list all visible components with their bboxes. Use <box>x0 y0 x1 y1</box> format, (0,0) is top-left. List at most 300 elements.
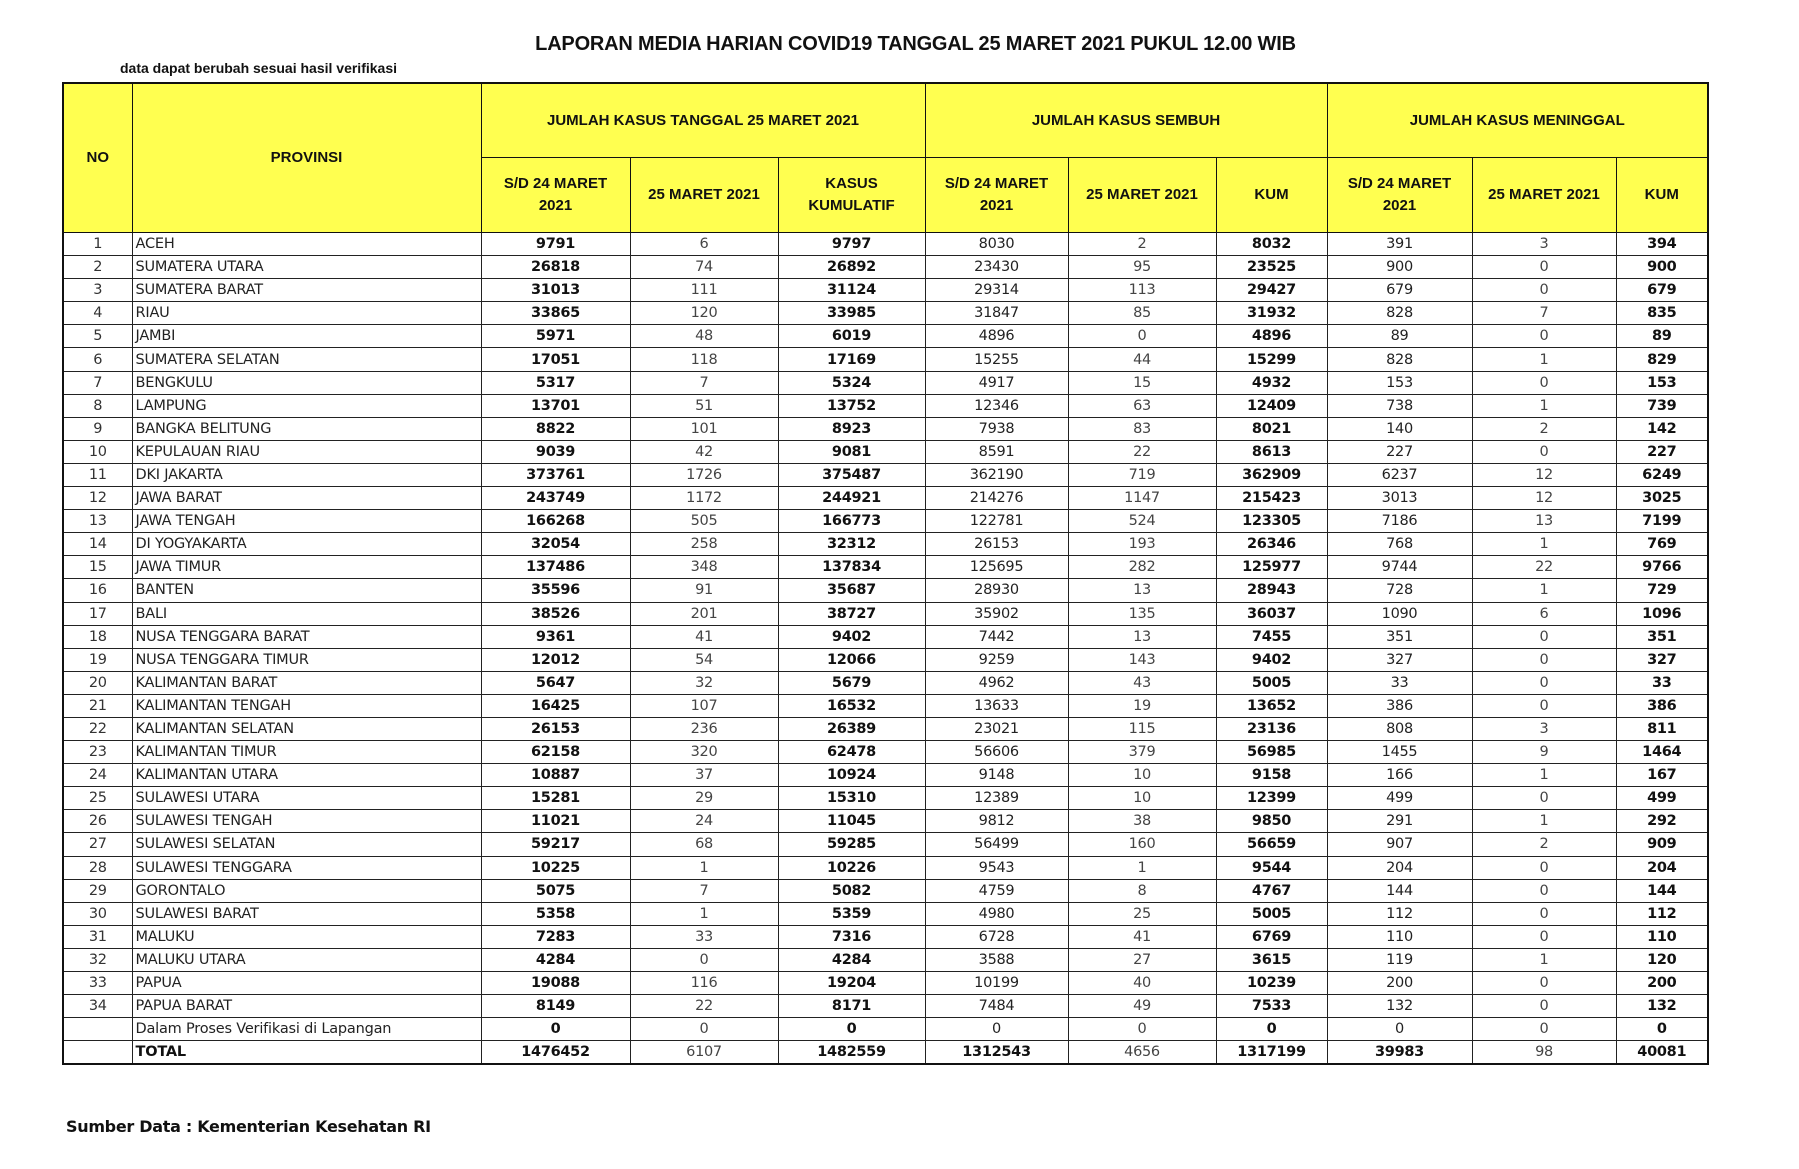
cell-provinsi: JAWA TENGAH <box>132 510 481 533</box>
cell-meninggal-today: 98 <box>1472 1041 1616 1065</box>
cell-provinsi: SUMATERA BARAT <box>132 279 481 302</box>
cell-kasus-sd: 13701 <box>481 394 630 417</box>
cell-meninggal-today: 0 <box>1472 371 1616 394</box>
cell-kasus-sd: 5647 <box>481 671 630 694</box>
cell-meninggal-kum: 0 <box>1616 1018 1708 1041</box>
cell-kasus-kum: 244921 <box>778 487 925 510</box>
cell-sembuh-sd: 125695 <box>925 556 1068 579</box>
cell-sembuh-sd: 15255 <box>925 348 1068 371</box>
table-row <box>63 856 1708 879</box>
cell-sembuh-kum: 26346 <box>1216 533 1327 556</box>
cell-no: 28 <box>63 856 132 879</box>
cell-no: 1 <box>63 233 132 256</box>
cell-provinsi: KALIMANTAN TENGAH <box>132 694 481 717</box>
table-row <box>63 648 1708 671</box>
cell-meninggal-sd: 828 <box>1327 302 1472 325</box>
cell-kasus-today: 258 <box>630 533 778 556</box>
header-group-kasus: JUMLAH KASUS TANGGAL 25 MARET 2021 <box>481 83 925 158</box>
cell-provinsi: ACEH <box>132 233 481 256</box>
cell-meninggal-today: 0 <box>1472 440 1616 463</box>
cell-sembuh-sd: 214276 <box>925 487 1068 510</box>
cell-kasus-kum: 8171 <box>778 995 925 1018</box>
cell-kasus-today: 41 <box>630 625 778 648</box>
cell-meninggal-today: 1 <box>1472 764 1616 787</box>
cell-no: 9 <box>63 417 132 440</box>
cell-meninggal-kum: 829 <box>1616 348 1708 371</box>
cell-meninggal-today: 1 <box>1472 579 1616 602</box>
cell-no: 7 <box>63 371 132 394</box>
cell-sembuh-today: 44 <box>1068 348 1216 371</box>
table-row <box>63 602 1708 625</box>
cell-no: 21 <box>63 694 132 717</box>
cell-meninggal-kum: 33 <box>1616 671 1708 694</box>
cell-provinsi: RIAU <box>132 302 481 325</box>
cell-sembuh-today: 83 <box>1068 417 1216 440</box>
cell-meninggal-today: 6 <box>1472 602 1616 625</box>
table-row <box>63 417 1708 440</box>
cell-no: 10 <box>63 440 132 463</box>
cell-kasus-sd: 8149 <box>481 995 630 1018</box>
cell-no: 29 <box>63 879 132 902</box>
cell-meninggal-today: 0 <box>1472 995 1616 1018</box>
cell-provinsi: JAWA TIMUR <box>132 556 481 579</box>
cell-sembuh-sd: 4896 <box>925 325 1068 348</box>
cell-kasus-sd: 12012 <box>481 648 630 671</box>
header-meninggal-sd: S/D 24 MARET 2021 <box>1327 158 1472 233</box>
cell-provinsi: KALIMANTAN UTARA <box>132 764 481 787</box>
cell-sembuh-today: 43 <box>1068 671 1216 694</box>
cell-kasus-today: 118 <box>630 348 778 371</box>
cell-provinsi: Dalam Proses Verifikasi di Lapangan <box>132 1018 481 1041</box>
cell-sembuh-kum: 6769 <box>1216 925 1327 948</box>
cell-kasus-kum: 5082 <box>778 879 925 902</box>
cell-sembuh-today: 25 <box>1068 902 1216 925</box>
cell-kasus-today: 22 <box>630 995 778 1018</box>
cell-kasus-today: 7 <box>630 371 778 394</box>
cell-kasus-kum: 35687 <box>778 579 925 602</box>
cell-meninggal-sd: 808 <box>1327 717 1472 740</box>
cell-kasus-sd: 26818 <box>481 256 630 279</box>
cell-sembuh-kum: 1317199 <box>1216 1041 1327 1065</box>
cell-sembuh-sd: 122781 <box>925 510 1068 533</box>
cell-no: 20 <box>63 671 132 694</box>
cell-kasus-today: 6107 <box>630 1041 778 1065</box>
cell-sembuh-kum: 8613 <box>1216 440 1327 463</box>
cell-meninggal-today: 1 <box>1472 394 1616 417</box>
table-row <box>63 741 1708 764</box>
header-group-sembuh: JUMLAH KASUS SEMBUH <box>925 83 1327 158</box>
cell-kasus-today: 111 <box>630 279 778 302</box>
cell-provinsi: MALUKU UTARA <box>132 948 481 971</box>
cell-no: 23 <box>63 741 132 764</box>
cell-kasus-sd: 5075 <box>481 879 630 902</box>
cell-kasus-sd: 137486 <box>481 556 630 579</box>
cell-meninggal-kum: 909 <box>1616 833 1708 856</box>
header-meninggal-today: 25 MARET 2021 <box>1472 158 1616 233</box>
cell-meninggal-kum: 110 <box>1616 925 1708 948</box>
cell-sembuh-kum: 56985 <box>1216 741 1327 764</box>
table-row <box>63 972 1708 995</box>
cell-kasus-kum: 10924 <box>778 764 925 787</box>
cell-sembuh-today: 135 <box>1068 602 1216 625</box>
cell-sembuh-sd: 4917 <box>925 371 1068 394</box>
cell-kasus-today: 42 <box>630 440 778 463</box>
cell-meninggal-today: 0 <box>1472 1018 1616 1041</box>
cell-provinsi: MALUKU <box>132 925 481 948</box>
cell-sembuh-sd: 7938 <box>925 417 1068 440</box>
cell-kasus-kum: 6019 <box>778 325 925 348</box>
cell-sembuh-today: 95 <box>1068 256 1216 279</box>
cell-sembuh-kum: 8032 <box>1216 233 1327 256</box>
cell-provinsi: KALIMANTAN SELATAN <box>132 717 481 740</box>
cell-kasus-kum: 59285 <box>778 833 925 856</box>
cell-meninggal-sd: 132 <box>1327 995 1472 1018</box>
cell-kasus-today: 236 <box>630 717 778 740</box>
cell-provinsi: DKI JAKARTA <box>132 463 481 486</box>
cell-sembuh-kum: 4767 <box>1216 879 1327 902</box>
table-row <box>63 256 1708 279</box>
cell-meninggal-sd: 39983 <box>1327 1041 1472 1065</box>
cell-sembuh-kum: 0 <box>1216 1018 1327 1041</box>
cell-kasus-today: 74 <box>630 256 778 279</box>
cell-meninggal-today: 0 <box>1472 648 1616 671</box>
cell-meninggal-sd: 144 <box>1327 879 1472 902</box>
cell-kasus-kum: 13752 <box>778 394 925 417</box>
cell-sembuh-today: 719 <box>1068 463 1216 486</box>
cell-kasus-sd: 373761 <box>481 463 630 486</box>
cell-sembuh-today: 8 <box>1068 879 1216 902</box>
cell-kasus-kum: 16532 <box>778 694 925 717</box>
cell-no: 27 <box>63 833 132 856</box>
cell-kasus-today: 29 <box>630 787 778 810</box>
cell-provinsi: TOTAL <box>132 1041 481 1065</box>
cell-meninggal-sd: 386 <box>1327 694 1472 717</box>
cell-no <box>63 1041 132 1065</box>
cell-meninggal-kum: 292 <box>1616 810 1708 833</box>
cell-sembuh-kum: 7455 <box>1216 625 1327 648</box>
cell-sembuh-kum: 56659 <box>1216 833 1327 856</box>
cell-kasus-today: 6 <box>630 233 778 256</box>
cell-meninggal-sd: 89 <box>1327 325 1472 348</box>
cell-kasus-kum: 9797 <box>778 233 925 256</box>
cell-provinsi: PAPUA BARAT <box>132 995 481 1018</box>
cell-sembuh-today: 10 <box>1068 787 1216 810</box>
cell-sembuh-kum: 8021 <box>1216 417 1327 440</box>
cell-kasus-today: 48 <box>630 325 778 348</box>
cell-no: 12 <box>63 487 132 510</box>
cell-kasus-today: 33 <box>630 925 778 948</box>
cell-provinsi: BENGKULU <box>132 371 481 394</box>
cell-kasus-sd: 17051 <box>481 348 630 371</box>
cell-no: 14 <box>63 533 132 556</box>
cell-meninggal-kum: 132 <box>1616 995 1708 1018</box>
cell-meninggal-today: 0 <box>1472 856 1616 879</box>
cell-sembuh-kum: 4896 <box>1216 325 1327 348</box>
cell-kasus-sd: 0 <box>481 1018 630 1041</box>
table-row <box>63 810 1708 833</box>
header-kasus-today: 25 MARET 2021 <box>630 158 778 233</box>
cell-no: 11 <box>63 463 132 486</box>
cell-kasus-sd: 10225 <box>481 856 630 879</box>
cell-provinsi: GORONTALO <box>132 879 481 902</box>
cell-meninggal-kum: 729 <box>1616 579 1708 602</box>
cell-meninggal-sd: 9744 <box>1327 556 1472 579</box>
cell-kasus-sd: 1476452 <box>481 1041 630 1065</box>
cell-sembuh-today: 49 <box>1068 995 1216 1018</box>
cell-meninggal-today: 0 <box>1472 671 1616 694</box>
cell-sembuh-sd: 35902 <box>925 602 1068 625</box>
cell-kasus-sd: 5971 <box>481 325 630 348</box>
header-meninggal-kum: KUM <box>1616 158 1708 233</box>
cell-sembuh-today: 27 <box>1068 948 1216 971</box>
cell-sembuh-sd: 8030 <box>925 233 1068 256</box>
cell-kasus-sd: 4284 <box>481 948 630 971</box>
covid-report-table <box>62 82 1709 1065</box>
cell-meninggal-today: 0 <box>1472 279 1616 302</box>
cell-sembuh-sd: 9812 <box>925 810 1068 833</box>
cell-meninggal-sd: 110 <box>1327 925 1472 948</box>
cell-kasus-kum: 9081 <box>778 440 925 463</box>
cell-sembuh-sd: 6728 <box>925 925 1068 948</box>
cell-kasus-today: 68 <box>630 833 778 856</box>
cell-sembuh-kum: 5005 <box>1216 671 1327 694</box>
cell-kasus-kum: 32312 <box>778 533 925 556</box>
cell-kasus-kum: 10226 <box>778 856 925 879</box>
cell-sembuh-kum: 9158 <box>1216 764 1327 787</box>
cell-sembuh-kum: 23525 <box>1216 256 1327 279</box>
cell-meninggal-kum: 835 <box>1616 302 1708 325</box>
cell-meninggal-sd: 153 <box>1327 371 1472 394</box>
cell-kasus-today: 24 <box>630 810 778 833</box>
cell-meninggal-kum: 769 <box>1616 533 1708 556</box>
cell-kasus-today: 1726 <box>630 463 778 486</box>
cell-meninggal-sd: 7186 <box>1327 510 1472 533</box>
cell-meninggal-sd: 112 <box>1327 902 1472 925</box>
cell-provinsi: BANTEN <box>132 579 481 602</box>
cell-kasus-kum: 17169 <box>778 348 925 371</box>
cell-sembuh-kum: 13652 <box>1216 694 1327 717</box>
table-row <box>63 463 1708 486</box>
cell-meninggal-today: 12 <box>1472 487 1616 510</box>
cell-meninggal-kum: 7199 <box>1616 510 1708 533</box>
table-row <box>63 787 1708 810</box>
cell-sembuh-sd: 9148 <box>925 764 1068 787</box>
cell-sembuh-sd: 4980 <box>925 902 1068 925</box>
cell-sembuh-today: 0 <box>1068 325 1216 348</box>
table-row <box>63 948 1708 971</box>
cell-kasus-sd: 32054 <box>481 533 630 556</box>
cell-meninggal-kum: 200 <box>1616 972 1708 995</box>
cell-meninggal-kum: 144 <box>1616 879 1708 902</box>
cell-meninggal-kum: 739 <box>1616 394 1708 417</box>
table-row <box>63 717 1708 740</box>
cell-kasus-sd: 8822 <box>481 417 630 440</box>
cell-provinsi: SULAWESI SELATAN <box>132 833 481 856</box>
cell-sembuh-today: 2 <box>1068 233 1216 256</box>
cell-sembuh-kum: 4932 <box>1216 371 1327 394</box>
cell-no: 5 <box>63 325 132 348</box>
data-source: Sumber Data : Kementerian Kesehatan RI <box>66 1117 431 1136</box>
cell-kasus-today: 101 <box>630 417 778 440</box>
cell-no: 30 <box>63 902 132 925</box>
cell-no: 32 <box>63 948 132 971</box>
cell-provinsi: DI YOGYAKARTA <box>132 533 481 556</box>
table-row <box>63 510 1708 533</box>
cell-provinsi: LAMPUNG <box>132 394 481 417</box>
cell-sembuh-sd: 31847 <box>925 302 1068 325</box>
cell-meninggal-kum: 1096 <box>1616 602 1708 625</box>
cell-kasus-today: 348 <box>630 556 778 579</box>
cell-provinsi: NUSA TENGGARA TIMUR <box>132 648 481 671</box>
cell-no: 19 <box>63 648 132 671</box>
cell-sembuh-kum: 123305 <box>1216 510 1327 533</box>
cell-provinsi: KALIMANTAN TIMUR <box>132 741 481 764</box>
cell-meninggal-today: 9 <box>1472 741 1616 764</box>
cell-kasus-sd: 26153 <box>481 717 630 740</box>
cell-kasus-today: 0 <box>630 948 778 971</box>
cell-kasus-sd: 9361 <box>481 625 630 648</box>
table-row <box>63 533 1708 556</box>
cell-sembuh-sd: 12389 <box>925 787 1068 810</box>
cell-meninggal-kum: 153 <box>1616 371 1708 394</box>
table-row <box>63 371 1708 394</box>
cell-sembuh-sd: 9543 <box>925 856 1068 879</box>
table-row <box>63 764 1708 787</box>
cell-meninggal-sd: 728 <box>1327 579 1472 602</box>
table-row <box>63 487 1708 510</box>
header-sembuh-sd: S/D 24 MARET 2021 <box>925 158 1068 233</box>
cell-meninggal-today: 22 <box>1472 556 1616 579</box>
cell-sembuh-sd: 7442 <box>925 625 1068 648</box>
cell-sembuh-sd: 10199 <box>925 972 1068 995</box>
cell-kasus-kum: 62478 <box>778 741 925 764</box>
cell-sembuh-today: 10 <box>1068 764 1216 787</box>
cell-sembuh-kum: 31932 <box>1216 302 1327 325</box>
header-sembuh-today: 25 MARET 2021 <box>1068 158 1216 233</box>
cell-meninggal-sd: 166 <box>1327 764 1472 787</box>
cell-kasus-sd: 62158 <box>481 741 630 764</box>
table-row <box>63 833 1708 856</box>
table-row <box>63 394 1708 417</box>
table-row <box>63 579 1708 602</box>
cell-meninggal-today: 1 <box>1472 348 1616 371</box>
cell-kasus-sd: 59217 <box>481 833 630 856</box>
cell-kasus-today: 37 <box>630 764 778 787</box>
cell-meninggal-sd: 3013 <box>1327 487 1472 510</box>
cell-kasus-kum: 5359 <box>778 902 925 925</box>
table-row <box>63 694 1708 717</box>
cell-meninggal-today: 1 <box>1472 948 1616 971</box>
cell-sembuh-sd: 26153 <box>925 533 1068 556</box>
cell-kasus-sd: 243749 <box>481 487 630 510</box>
cell-kasus-sd: 33865 <box>481 302 630 325</box>
table-row <box>63 556 1708 579</box>
cell-sembuh-kum: 9850 <box>1216 810 1327 833</box>
cell-sembuh-today: 115 <box>1068 717 1216 740</box>
cell-kasus-today: 320 <box>630 741 778 764</box>
cell-meninggal-today: 12 <box>1472 463 1616 486</box>
cell-kasus-sd: 5358 <box>481 902 630 925</box>
cell-meninggal-kum: 204 <box>1616 856 1708 879</box>
cell-meninggal-today: 0 <box>1472 902 1616 925</box>
header-provinsi: PROVINSI <box>132 83 481 233</box>
cell-kasus-sd: 16425 <box>481 694 630 717</box>
cell-meninggal-kum: 394 <box>1616 233 1708 256</box>
table-row <box>63 348 1708 371</box>
cell-kasus-sd: 15281 <box>481 787 630 810</box>
cell-no: 6 <box>63 348 132 371</box>
cell-sembuh-today: 85 <box>1068 302 1216 325</box>
cell-sembuh-today: 524 <box>1068 510 1216 533</box>
cell-meninggal-sd: 227 <box>1327 440 1472 463</box>
cell-kasus-sd: 11021 <box>481 810 630 833</box>
cell-provinsi: KALIMANTAN BARAT <box>132 671 481 694</box>
cell-sembuh-today: 13 <box>1068 579 1216 602</box>
cell-kasus-kum: 166773 <box>778 510 925 533</box>
table-body <box>63 233 1708 1065</box>
cell-no: 16 <box>63 579 132 602</box>
cell-meninggal-kum: 167 <box>1616 764 1708 787</box>
cell-sembuh-sd: 23021 <box>925 717 1068 740</box>
cell-sembuh-kum: 12409 <box>1216 394 1327 417</box>
cell-meninggal-kum: 3025 <box>1616 487 1708 510</box>
cell-kasus-kum: 0 <box>778 1018 925 1041</box>
cell-provinsi: BALI <box>132 602 481 625</box>
cell-sembuh-today: 19 <box>1068 694 1216 717</box>
cell-meninggal-sd: 204 <box>1327 856 1472 879</box>
cell-meninggal-sd: 327 <box>1327 648 1472 671</box>
cell-meninggal-today: 13 <box>1472 510 1616 533</box>
cell-kasus-today: 54 <box>630 648 778 671</box>
cell-sembuh-kum: 5005 <box>1216 902 1327 925</box>
cell-kasus-today: 1172 <box>630 487 778 510</box>
cell-meninggal-kum: 9766 <box>1616 556 1708 579</box>
cell-meninggal-kum: 120 <box>1616 948 1708 971</box>
cell-kasus-kum: 12066 <box>778 648 925 671</box>
cell-sembuh-sd: 1312543 <box>925 1041 1068 1065</box>
table-row <box>63 325 1708 348</box>
cell-sembuh-kum: 12399 <box>1216 787 1327 810</box>
cell-no: 26 <box>63 810 132 833</box>
cell-meninggal-sd: 679 <box>1327 279 1472 302</box>
cell-meninggal-kum: 386 <box>1616 694 1708 717</box>
cell-no: 15 <box>63 556 132 579</box>
table-row <box>63 671 1708 694</box>
cell-kasus-sd: 31013 <box>481 279 630 302</box>
cell-kasus-sd: 5317 <box>481 371 630 394</box>
header-no: NO <box>63 83 132 233</box>
cell-meninggal-sd: 499 <box>1327 787 1472 810</box>
cell-kasus-today: 201 <box>630 602 778 625</box>
cell-meninggal-today: 0 <box>1472 972 1616 995</box>
cell-meninggal-today: 1 <box>1472 810 1616 833</box>
cell-kasus-sd: 9039 <box>481 440 630 463</box>
cell-meninggal-kum: 811 <box>1616 717 1708 740</box>
cell-sembuh-sd: 0 <box>925 1018 1068 1041</box>
cell-sembuh-today: 22 <box>1068 440 1216 463</box>
cell-sembuh-today: 63 <box>1068 394 1216 417</box>
cell-sembuh-kum: 15299 <box>1216 348 1327 371</box>
table-row <box>63 902 1708 925</box>
cell-sembuh-sd: 56499 <box>925 833 1068 856</box>
cell-sembuh-kum: 9402 <box>1216 648 1327 671</box>
cell-meninggal-kum: 227 <box>1616 440 1708 463</box>
cell-meninggal-today: 2 <box>1472 833 1616 856</box>
cell-sembuh-sd: 9259 <box>925 648 1068 671</box>
cell-kasus-today: 1 <box>630 856 778 879</box>
cell-sembuh-today: 4656 <box>1068 1041 1216 1065</box>
cell-meninggal-today: 0 <box>1472 325 1616 348</box>
